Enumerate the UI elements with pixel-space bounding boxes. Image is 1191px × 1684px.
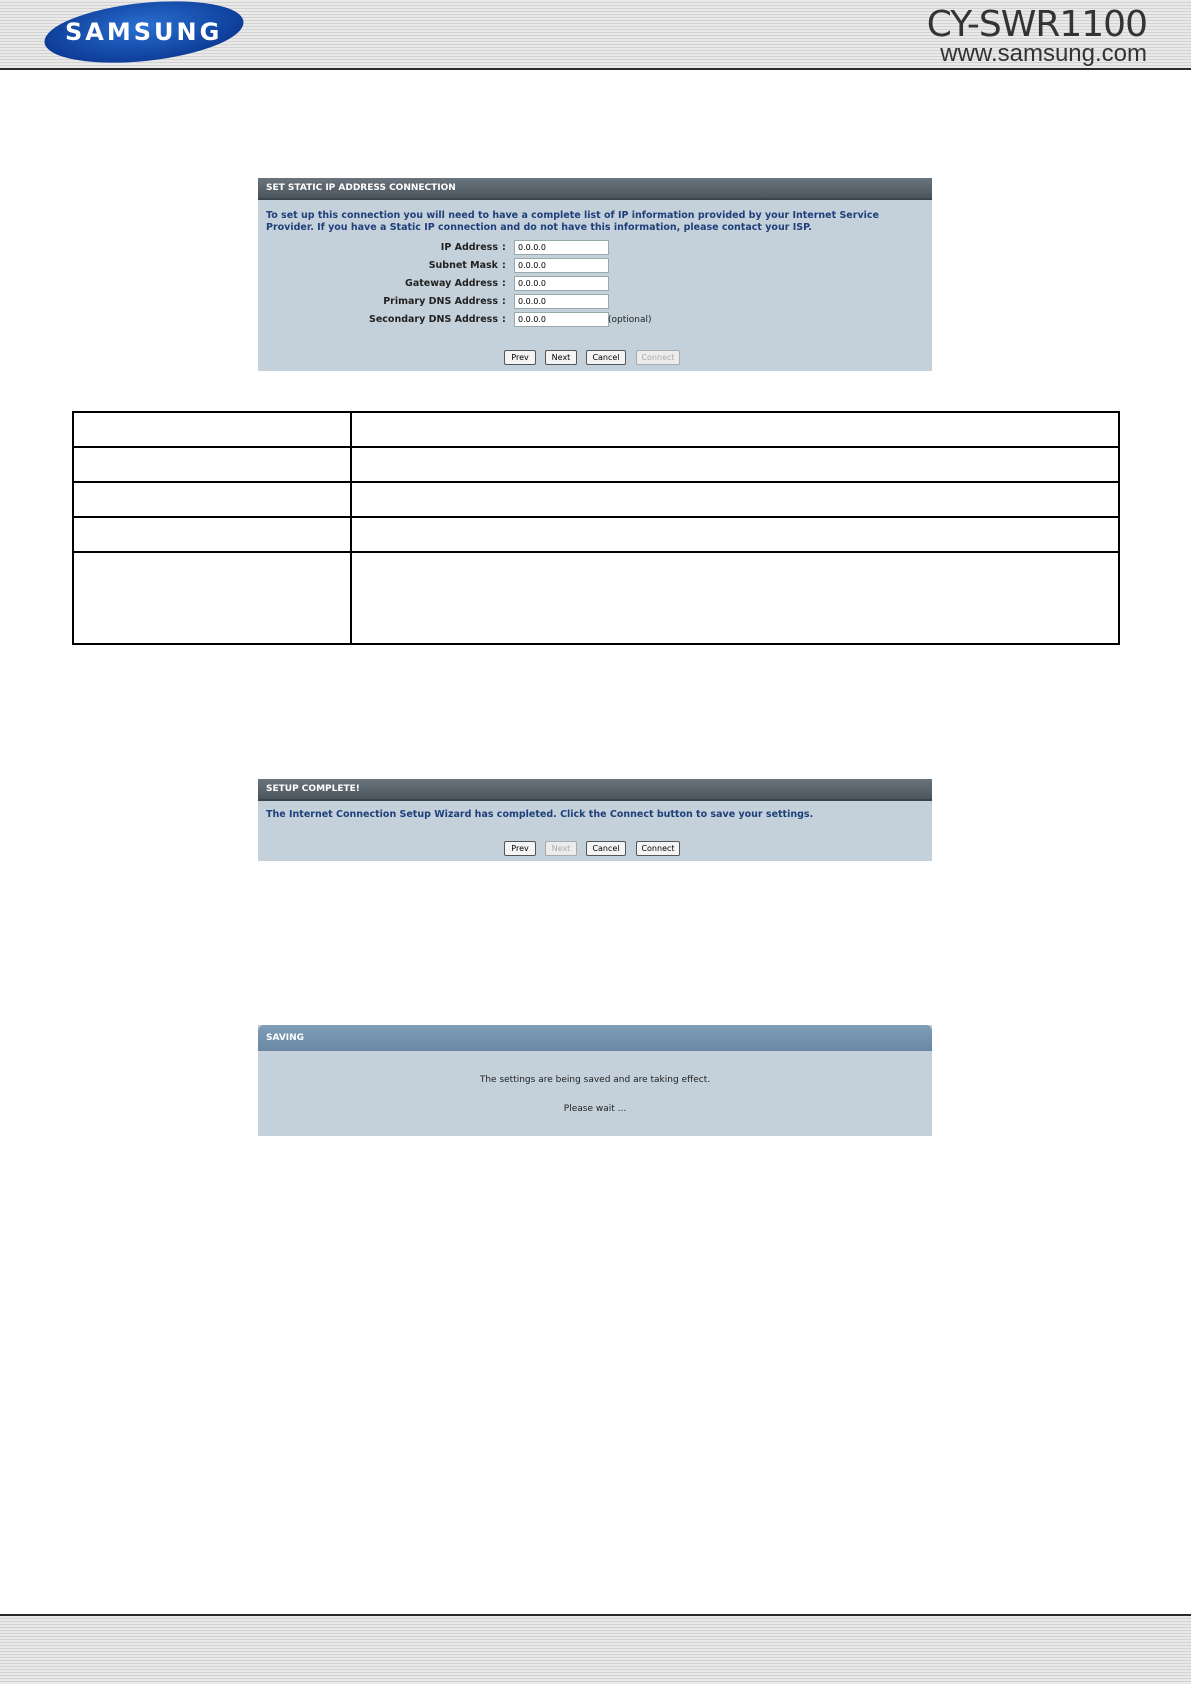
samsung-logo	[42, 0, 247, 71]
field-label: Primary DNS Address	[383, 296, 498, 307]
saving-panel	[258, 1025, 932, 1136]
primary-dns-input[interactable]: 0.0.0.0	[514, 294, 609, 309]
table-row	[73, 482, 1119, 517]
field-row-primary-dns	[258, 294, 932, 310]
gateway-address-input[interactable]: 0.0.0.0	[514, 276, 609, 291]
prev-button[interactable]: Prev	[504, 350, 536, 365]
table-row	[73, 552, 1119, 644]
table-cell	[351, 482, 1119, 517]
panel-description: To set up this connection you will need to have a complete list of IP information provided by your Internet Service Provider. If you have a Static IP connection and do not have this information, please contact your ISP.	[266, 210, 879, 233]
model-name: CY-SWR1100	[926, 4, 1147, 45]
website-url: www.samsung.com	[940, 40, 1147, 67]
secondary-dns-input[interactable]: 0.0.0.0	[514, 312, 609, 327]
logo-text: SAMSUNG	[65, 17, 223, 46]
cancel-button[interactable]: Cancel	[586, 841, 626, 856]
field-colon: :	[502, 260, 506, 271]
ip-address-input[interactable]: 0.0.0.0	[514, 240, 609, 255]
field-row-ip-address	[258, 240, 932, 256]
saving-message: The settings are being saved and are taking effect.	[479, 1075, 711, 1085]
page-footer	[0, 1616, 1191, 1684]
subnet-mask-input[interactable]: 0.0.0.0	[514, 258, 609, 273]
table-cell	[73, 482, 351, 517]
prev-button[interactable]: Prev	[504, 841, 536, 856]
table-cell	[351, 412, 1119, 447]
table-row	[73, 447, 1119, 482]
field-label: Gateway Address	[405, 278, 498, 289]
field-description-table	[72, 411, 1120, 645]
field-label: IP Address	[440, 242, 498, 253]
next-button[interactable]: Next	[545, 841, 577, 856]
field-colon: :	[502, 278, 506, 289]
panel-title: SETUP COMPLETE!	[258, 779, 932, 801]
table-cell	[351, 447, 1119, 482]
field-colon: :	[502, 314, 506, 325]
panel-title: SAVING	[258, 1025, 932, 1051]
field-row-secondary-dns	[258, 312, 932, 328]
field-row-gateway-address	[258, 276, 932, 292]
table-cell	[73, 412, 351, 447]
connect-button[interactable]: Connect	[636, 841, 680, 856]
field-colon: :	[502, 242, 506, 253]
static-ip-panel	[258, 178, 932, 371]
field-label: Secondary DNS Address	[369, 314, 498, 325]
optional-note: (optional)	[608, 315, 652, 325]
table-row	[73, 412, 1119, 447]
table-cell	[73, 552, 351, 644]
table-cell	[73, 517, 351, 552]
table-row	[73, 517, 1119, 552]
field-colon: :	[502, 296, 506, 307]
page-header	[0, 0, 1191, 68]
panel-description: The Internet Connection Setup Wizard has completed. Click the Connect button to save your settings.	[266, 809, 814, 820]
field-label: Subnet Mask	[428, 260, 498, 271]
table-cell	[351, 517, 1119, 552]
cancel-button[interactable]: Cancel	[586, 350, 626, 365]
table-cell	[73, 447, 351, 482]
connect-button[interactable]: Connect	[636, 350, 680, 365]
panel-title: SET STATIC IP ADDRESS CONNECTION	[258, 178, 932, 200]
please-wait-text: Please wait ...	[563, 1104, 627, 1114]
field-row-subnet-mask	[258, 258, 932, 274]
setup-complete-panel	[258, 779, 932, 861]
table-cell	[351, 552, 1119, 644]
header-divider	[0, 68, 1191, 70]
next-button[interactable]: Next	[545, 350, 577, 365]
